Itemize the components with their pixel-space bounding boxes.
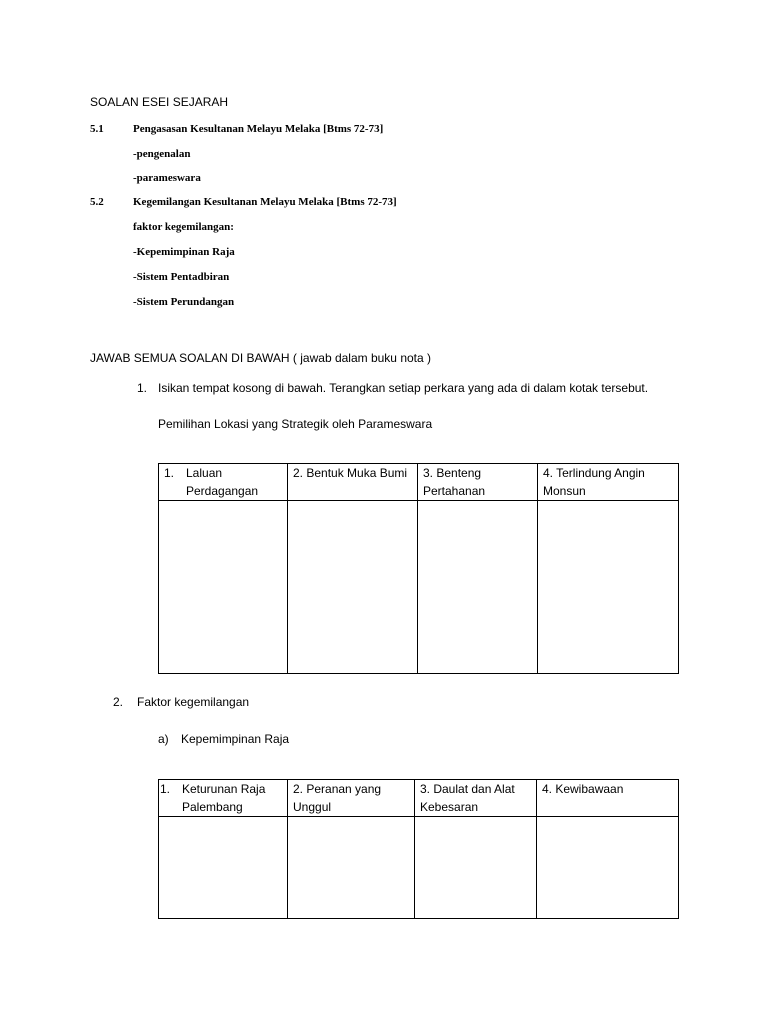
section-5-2-item-1: -Kepemimpinan Raja [133,246,235,258]
q1-text: Isikan tempat kosong di bawah. Terangkan setiap perkara yang ada di dalam kotak tersebut. [158,381,649,395]
q1-table-answer-row [159,501,679,674]
q2-table-header-1-text: Keturunan Raja Palembang [182,782,266,814]
q1-number: 1. [137,381,148,395]
q1-table-header-1 [159,464,288,501]
q1-table-header-row [159,464,679,501]
section-5-1-item-2: -parameswara [133,172,201,184]
q2-number: 2. [113,695,124,709]
q2-answer-cell-4[interactable] [537,817,679,919]
q2-text: Faktor kegemilangan [137,695,250,709]
section-5-1-item-1: -pengenalan [133,148,191,160]
q2-table-header-1-number: 1. [160,782,171,796]
section-5-1-number: 5.1 [90,123,104,135]
q2-answer-cell-3[interactable] [415,817,537,919]
q1-answer-cell-1[interactable] [159,501,288,674]
q2-table-header-4: 4. Kewibawaan [537,780,679,817]
q1-table [158,463,679,674]
q2-table-answer-row [159,817,679,919]
q1-table-header-1-number: 1. [164,466,175,480]
q1-answer-cell-3[interactable] [418,501,538,674]
section-5-1-title: Pengasasan Kesultanan Melayu Melaka [Btms 72-73] [133,123,384,135]
q1-subheading: Pemilihan Lokasi yang Strategik oleh Parameswara [158,417,433,431]
q2-table-header-1 [159,780,288,817]
q2-table-header-2: 2. Peranan yang Unggul [288,780,415,817]
section-5-2-subtitle: faktor kegemilangan: [133,221,234,233]
q2-table-header-3: 3. Daulat dan Alat Kebesaran [415,780,537,817]
section-5-2-item-2: -Sistem Pentadbiran [133,271,230,283]
q2-sub-label: a) [158,732,169,746]
q2-sub-text: Kepemimpinan Raja [181,732,290,746]
q1-table-header-2: 2. Bentuk Muka Bumi [288,464,418,501]
instruction-text: JAWAB SEMUA SOALAN DI BAWAH ( jawab dalam buku nota ) [90,351,432,365]
q1-table-header-1-text: Laluan Perdagangan [186,466,259,498]
section-5-2-item-3: -Sistem Perundangan [133,296,235,308]
page-heading: SOALAN ESEI SEJARAH [90,95,229,109]
q2-answer-cell-2[interactable] [288,817,415,919]
q1-answer-cell-4[interactable] [538,501,679,674]
q2-table [158,779,679,919]
section-5-2-title: Kegemilangan Kesultanan Melayu Melaka [Btms 72-73] [133,196,397,208]
q2-table-header-row [159,780,679,817]
q1-table-header-4: 4. Terlindung Angin Monsun [538,464,679,501]
q2-answer-cell-1[interactable] [159,817,288,919]
q1-answer-cell-2[interactable] [288,501,418,674]
section-5-2-number: 5.2 [90,196,104,208]
q1-table-header-3: 3. Benteng Pertahanan [418,464,538,501]
